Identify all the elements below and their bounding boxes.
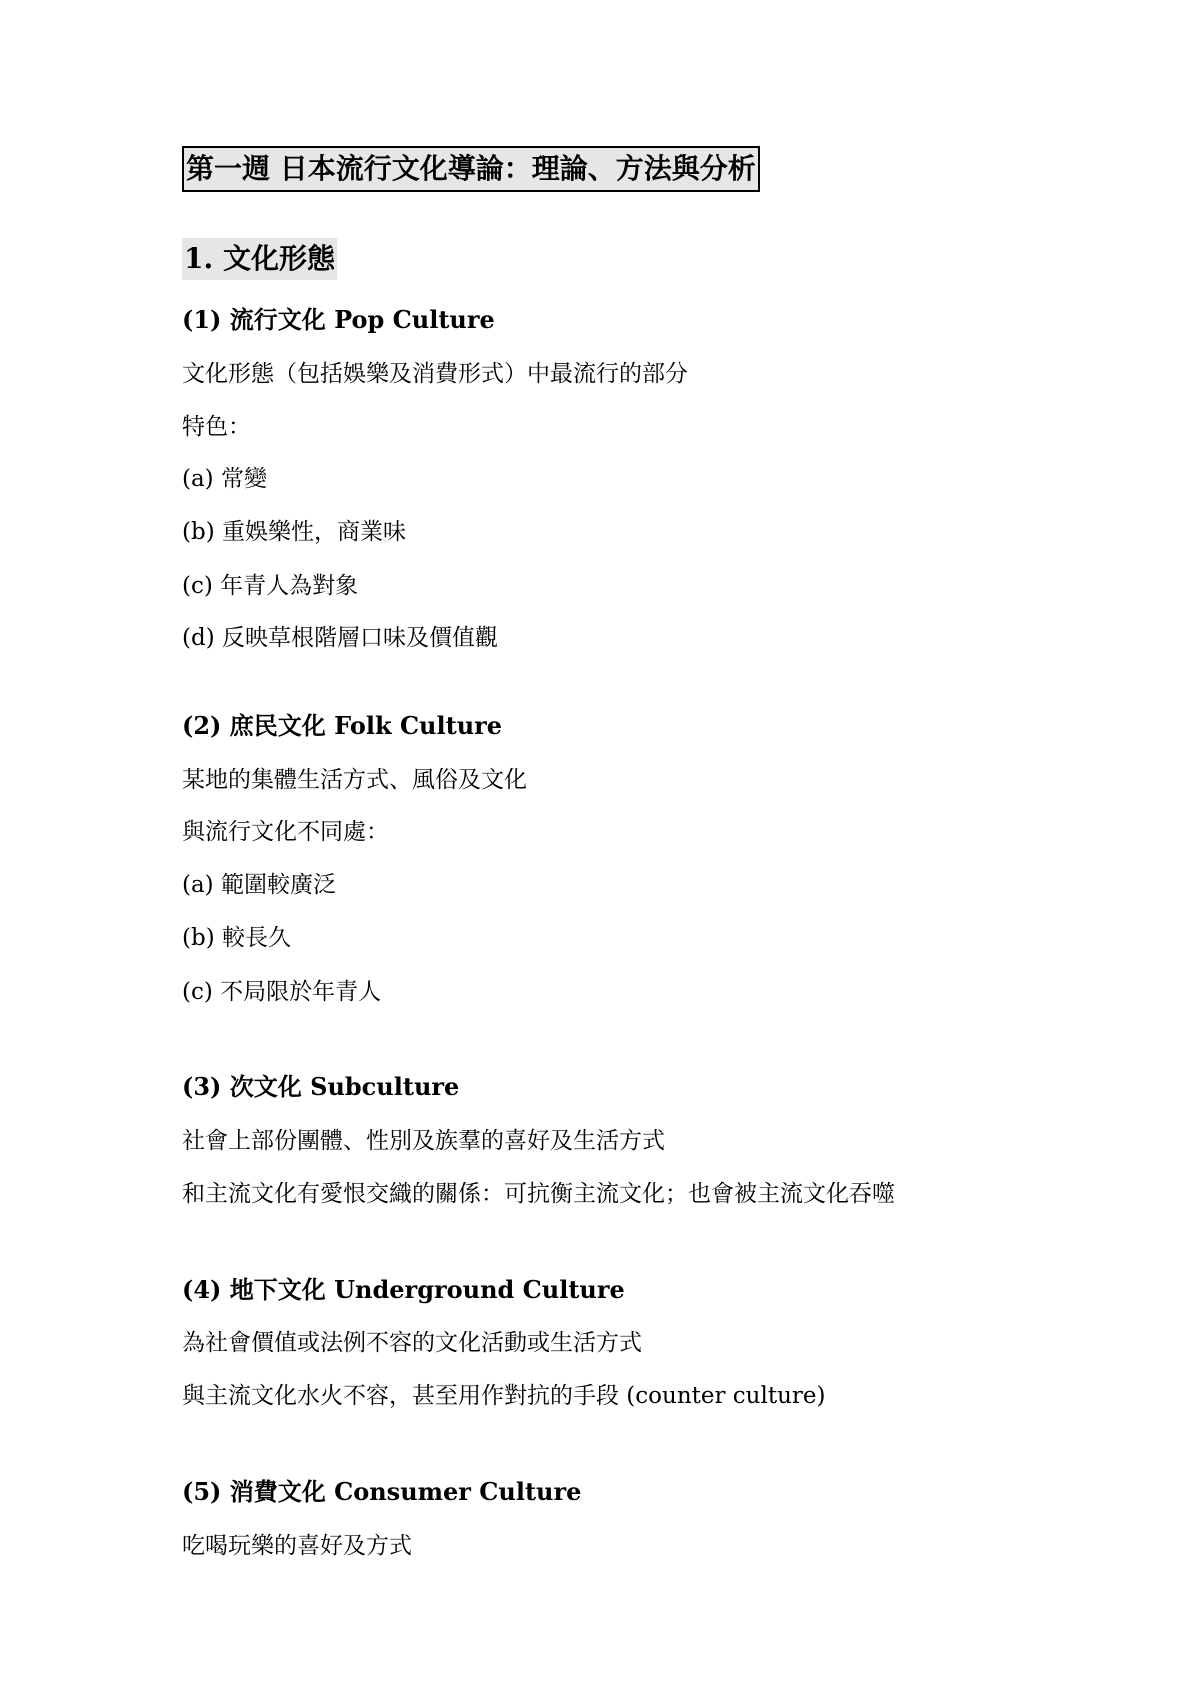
text-line: 某地的集體生活方式、風俗及文化	[182, 767, 527, 793]
text-line: 和主流文化有愛恨交織的關係：可抗衡主流文化；也會被主流文化吞噬	[182, 1181, 895, 1207]
text-line: 社會上部份團體、性別及族羣的喜好及生活方式	[182, 1128, 665, 1154]
text-line: 與主流文化水火不容，甚至用作對抗的手段 (counter culture)	[182, 1383, 826, 1409]
subsection-heading-underground-culture: (4) 地下文化 Underground Culture	[182, 1275, 625, 1304]
text-line: 為社會價值或法例不容的文化活動或生活方式	[182, 1330, 642, 1356]
list-item: (c) 不局限於年青人	[182, 979, 382, 1005]
text-line: 與流行文化不同處：	[182, 819, 389, 845]
list-item: (c) 年青人為對象	[182, 573, 359, 599]
list-item: (d) 反映草根階層口味及價值觀	[182, 625, 498, 651]
list-item: (b) 重娛樂性，商業味	[182, 519, 406, 545]
section-heading: 1. 文化形態	[182, 238, 337, 280]
page-title: 第一週 日本流行文化導論：理論、方法與分析	[182, 146, 760, 192]
text-line: 特色：	[182, 414, 251, 440]
text-line: 吃喝玩樂的喜好及方式	[182, 1533, 412, 1559]
subsection-heading-folk-culture: (2) 庶民文化 Folk Culture	[182, 711, 503, 740]
subsection-heading-pop-culture: (1) 流行文化 Pop Culture	[182, 305, 495, 334]
list-item: (b) 較長久	[182, 925, 291, 951]
text-line: 文化形態（包括娛樂及消費形式）中最流行的部分	[182, 361, 688, 387]
subsection-heading-consumer-culture: (5) 消費文化 Consumer Culture	[182, 1477, 582, 1506]
list-item: (a) 範圍較廣泛	[182, 872, 336, 898]
list-item: (a) 常變	[182, 466, 267, 492]
subsection-heading-subculture: (3) 次文化 Subculture	[182, 1072, 460, 1101]
